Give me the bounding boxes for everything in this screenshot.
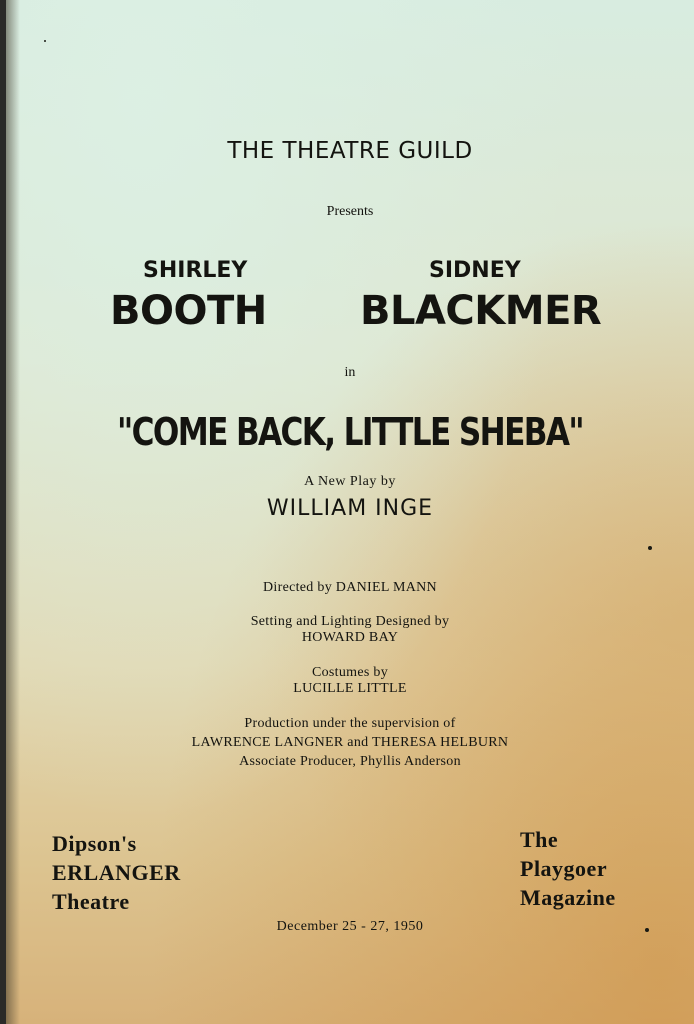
paper-speck [44,40,46,42]
venue-line-2: ERLANGER [52,860,181,885]
venue-block [52,829,181,916]
in-label: in [344,365,356,380]
venue-line-3: Theatre [52,889,130,914]
paper-speck [645,928,649,932]
director-credit: Directed by DANIEL MANN [263,580,437,595]
magazine-line-1: The [520,827,559,852]
associate-producer-credit: Associate Producer, Phyllis Anderson [239,754,461,769]
costumes-credit-name: LUCILLE LITTLE [293,681,407,696]
venue-line-1: Dipson's [52,831,137,856]
setting-credit-name: HOWARD BAY [301,630,399,645]
presents-label: Presents [326,204,374,219]
star-1-first-name: SHIRLEY [143,258,248,283]
paper-speck [648,546,652,550]
star-2-last-name: BLACKMER [360,288,602,334]
costumes-credit-label: Costumes by [311,665,389,680]
performance-dates: December 25 - 27, 1950 [276,919,424,934]
presenter-heading: THE THEATRE GUILD [227,138,473,164]
production-credit-label: Production under the supervision of [244,716,456,731]
new-play-by-label: A New Play by [304,474,396,489]
star-2-first-name: SIDNEY [429,258,521,283]
magazine-line-2: Playgoer [520,856,608,881]
star-1-last-name: BOOTH [110,288,267,334]
author-name: WILLIAM INGE [266,496,434,521]
production-credit-names: LAWRENCE LANGNER and THERESA HELBURN [191,735,509,750]
playbill-cover [6,0,694,1024]
magazine-line-3: Magazine [520,885,616,910]
setting-credit-label: Setting and Lighting Designed by [250,614,450,629]
play-title: "COME BACK, LITTLE SHEBA" [117,410,583,454]
magazine-block [520,825,616,912]
